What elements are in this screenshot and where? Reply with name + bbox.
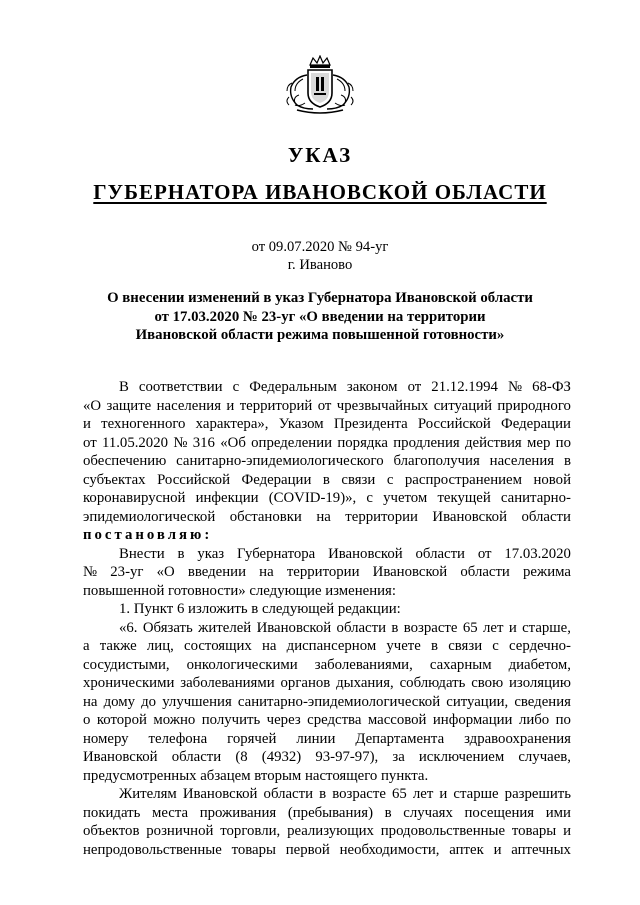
body-word: обеспечению xyxy=(83,453,167,469)
body-word: свою xyxy=(471,675,504,691)
resolution-line xyxy=(83,526,571,545)
body-word: и xyxy=(508,619,517,636)
body-word: старше xyxy=(453,786,499,802)
body-word: проживания xyxy=(199,804,277,821)
body-word: чрезвычайных xyxy=(336,397,429,414)
decree-date-number: от 09.07.2020 № 94-уг xyxy=(251,239,389,255)
body-word: от xyxy=(407,379,422,395)
body-word: товары xyxy=(511,823,557,839)
body-word: непродовольственные xyxy=(83,841,222,858)
body-word: лет xyxy=(412,786,434,802)
body-word: случаев, xyxy=(518,749,571,765)
body-word: Указом xyxy=(278,416,324,432)
resolution-colon: : xyxy=(204,527,210,543)
body-word: заболеваниями xyxy=(180,675,275,691)
body-word: с xyxy=(232,379,240,395)
body-word: области xyxy=(521,508,571,525)
body-word: (пребывания) xyxy=(287,804,374,821)
body-word: от xyxy=(477,545,492,562)
body-word: лет xyxy=(483,619,504,636)
body-word: мер xyxy=(527,434,551,451)
body-word: жителей xyxy=(198,619,252,636)
body-word: лиц, xyxy=(146,638,174,654)
body-line xyxy=(83,489,571,508)
body-line xyxy=(83,711,571,730)
body-word: диабетом, xyxy=(508,656,571,673)
body-line xyxy=(83,600,571,619)
body-word: исключением xyxy=(418,749,505,765)
body-word: и xyxy=(226,397,235,414)
body-word: товары xyxy=(231,841,276,858)
body-word: с xyxy=(366,490,373,506)
body-word: линии xyxy=(296,730,336,747)
body-word: и xyxy=(439,786,448,802)
subject-line: от 17.03.2020 № 23-уг «О введении на территории xyxy=(154,308,486,325)
body-word: 17.03.2020 xyxy=(504,545,571,562)
body-word: В xyxy=(119,379,129,395)
resolution-word: постановляю xyxy=(83,527,205,543)
body-word: в xyxy=(319,786,327,802)
body-line xyxy=(83,508,571,527)
body-word: возрасте xyxy=(332,786,386,802)
body-word: случаях xyxy=(403,804,453,821)
body-word: реализующих xyxy=(287,823,374,839)
body-word: Ивановской xyxy=(83,749,158,765)
body-word: режима xyxy=(523,564,571,580)
body-word: Российской xyxy=(417,416,491,432)
body-word: текущей xyxy=(437,490,491,506)
body-word: информации xyxy=(432,712,513,728)
body-text xyxy=(83,730,571,749)
body-line xyxy=(83,378,571,397)
body-word: за xyxy=(392,749,405,765)
body-text xyxy=(83,637,571,656)
body-word: также xyxy=(99,638,137,654)
body-line xyxy=(83,582,571,601)
body-word: соблюдать xyxy=(399,675,466,691)
body-line xyxy=(83,619,571,638)
body-word: 65 xyxy=(462,619,478,636)
body-word: и xyxy=(493,841,502,858)
body-word: Ивановской xyxy=(182,786,258,802)
body-word: в xyxy=(391,619,399,636)
body-word: природного xyxy=(497,397,571,414)
body-line xyxy=(83,730,571,749)
body-line xyxy=(83,674,571,693)
body-text xyxy=(83,748,571,767)
body-word: в xyxy=(384,804,392,821)
body-word: 21.12.1994 xyxy=(431,379,498,395)
body-word: хроническими xyxy=(83,675,175,691)
body-word: ситуации, xyxy=(446,693,509,710)
body-word: коронавирусной xyxy=(83,490,186,506)
body-word: (4932) xyxy=(261,749,302,765)
body-line xyxy=(83,656,571,675)
body-word: субъектах xyxy=(83,471,146,488)
body-word: 11.05.2020 xyxy=(101,434,169,451)
body-word: дыхания, xyxy=(336,675,394,691)
body-word: территорий xyxy=(239,397,313,414)
body-word: на xyxy=(316,508,331,525)
body-word: средства xyxy=(307,712,362,728)
body-word: законом xyxy=(346,379,398,395)
subject-line: Ивановской области режима повышенной готовности» xyxy=(135,327,505,343)
body-word: обстановки xyxy=(229,508,302,525)
body-word: Департамента xyxy=(355,730,445,747)
body-word: от xyxy=(317,397,332,414)
body-word: области xyxy=(460,564,510,580)
body-word: Губернатора xyxy=(237,545,316,562)
body-word: 93-97-97), xyxy=(315,749,379,765)
body-line xyxy=(83,822,571,841)
body-text xyxy=(83,489,571,508)
body-word: здравоохранения xyxy=(464,730,571,747)
body-word: учетом xyxy=(383,490,428,506)
body-word: «Об xyxy=(220,434,246,451)
body-word: с xyxy=(492,638,499,654)
body-word: в xyxy=(322,471,330,488)
body-word: инфекции xyxy=(195,490,259,506)
body-word: связи xyxy=(341,471,376,488)
body-word: области xyxy=(263,786,314,802)
body-word: сахарным xyxy=(429,656,492,673)
body-word: 23-уг xyxy=(110,564,144,580)
body-word: торговли, xyxy=(220,823,281,839)
body-word: дому xyxy=(103,693,136,710)
body-word: (COVID-19)», xyxy=(268,490,357,506)
body-word: (8 xyxy=(235,749,248,765)
body-word: можно xyxy=(153,712,196,728)
body-word: органов xyxy=(280,675,331,691)
body-word: Ивановской xyxy=(372,564,448,580)
body-line xyxy=(83,767,571,786)
body-word: старше, xyxy=(522,619,571,636)
body-word: ситуаций xyxy=(433,397,492,414)
body-word: горячей xyxy=(227,730,277,747)
body-line xyxy=(83,637,571,656)
body-text xyxy=(83,822,571,841)
body-text xyxy=(83,563,571,582)
body-word: санитарно-эпидемиологического xyxy=(176,453,384,469)
decree-subject xyxy=(0,289,640,345)
body-text xyxy=(83,711,571,730)
body-word: возрасте xyxy=(403,619,458,636)
decree-authority: ГУБЕРНАТОРА ИВАНОВСКОЙ ОБЛАСТИ xyxy=(93,180,547,204)
body-word: продления xyxy=(393,434,460,451)
body-word: населения xyxy=(489,453,555,469)
body-word: в xyxy=(431,638,439,654)
body-word: № xyxy=(507,379,523,395)
body-text: повышенной готовности» следующие изменения: xyxy=(83,582,396,599)
body-word: порядка xyxy=(337,434,388,451)
body-word: по xyxy=(555,434,571,451)
body-word: состоящих xyxy=(184,638,252,654)
body-word: Федерации xyxy=(241,471,312,488)
body-word: первой xyxy=(285,841,330,858)
body-text xyxy=(83,656,571,675)
body-text xyxy=(83,452,571,471)
body-word: соответствии xyxy=(138,379,223,395)
body-word: посещения xyxy=(464,804,535,821)
body-word: и xyxy=(83,416,91,432)
body-text xyxy=(83,674,571,693)
body-line xyxy=(83,397,571,416)
body-word: 65 xyxy=(392,786,407,802)
body-word: «О xyxy=(83,397,102,414)
body-word: которой xyxy=(96,712,147,728)
body-word: покидать xyxy=(83,804,141,821)
body-word: на xyxy=(262,638,277,654)
body-word: территории xyxy=(345,508,418,525)
body-word: места xyxy=(151,804,189,821)
body-word: о xyxy=(83,712,91,728)
body-text xyxy=(83,397,571,416)
body-line xyxy=(83,693,571,712)
body-text xyxy=(83,693,571,712)
body-word: благополучия xyxy=(393,453,480,469)
body-word: защите xyxy=(106,397,152,414)
body-text xyxy=(119,619,571,638)
body-word: связи xyxy=(448,638,483,654)
body-line xyxy=(83,452,571,471)
body-word: определении xyxy=(251,434,333,451)
body-word: новой xyxy=(533,471,571,488)
body-line xyxy=(83,841,571,860)
body-word: области xyxy=(171,749,222,765)
body-line xyxy=(83,545,571,564)
body-word: Внести xyxy=(119,545,165,562)
body-word: от xyxy=(83,434,97,451)
body-word: Федерации xyxy=(501,416,571,432)
body-word: ими xyxy=(545,804,571,821)
body-word: распространением xyxy=(404,471,522,488)
body-word: в xyxy=(563,453,571,469)
body-line xyxy=(83,804,571,823)
body-text xyxy=(83,471,571,490)
body-word: и xyxy=(563,823,571,839)
body-word: разрешить xyxy=(504,786,571,802)
body-line xyxy=(83,415,571,434)
body-word: объектов xyxy=(83,823,140,839)
body-line xyxy=(83,471,571,490)
body-word: Ивановской xyxy=(432,508,507,525)
body-word: необходимости, xyxy=(339,841,440,858)
decree-city: г. Иваново xyxy=(287,257,353,273)
body-word: на xyxy=(83,693,98,710)
body-word: аптечных xyxy=(511,841,571,858)
body-word: техногенного xyxy=(101,416,186,432)
body-word: Федеральным xyxy=(249,379,337,395)
body-word: массовой xyxy=(367,712,427,728)
body-word: диспансерном xyxy=(286,638,377,654)
body-word: сведения xyxy=(514,693,571,710)
body-word: Обязать xyxy=(142,619,193,636)
body-word: «6. xyxy=(119,619,138,636)
body-word: с xyxy=(386,471,394,488)
body-word: области xyxy=(415,545,465,562)
body-text xyxy=(83,804,571,823)
body-word: розничной xyxy=(146,823,214,839)
body-word: на xyxy=(259,564,274,580)
body-word: характера», xyxy=(195,416,269,432)
body-line xyxy=(83,563,571,582)
body-word: номеру xyxy=(83,730,129,747)
body-word: учете xyxy=(386,638,421,654)
decree-title: УКАЗ xyxy=(287,143,353,167)
body-word: продовольственные xyxy=(380,823,506,839)
body-word: 68-ФЗ xyxy=(532,379,571,395)
body-word: указ xyxy=(197,545,225,562)
body-text: 1. Пункт 6 изложить в следующей редакции: xyxy=(119,601,401,617)
body-word: заболеваниями, xyxy=(314,656,413,673)
body-word: изоляцию xyxy=(509,675,571,691)
body-text xyxy=(119,545,571,564)
body-line xyxy=(83,785,571,804)
body-word: «О xyxy=(156,564,175,580)
body-word: сосудистыми, xyxy=(83,656,170,673)
body-line xyxy=(83,434,571,453)
body-word: до xyxy=(141,693,157,710)
body-word: аптек xyxy=(449,841,484,858)
body-word: онкологическими xyxy=(186,656,298,673)
body-text xyxy=(119,378,571,397)
body-word: населения xyxy=(156,397,222,414)
body-word: по xyxy=(555,712,571,728)
body-text: предусмотренных абзацем вторым настоящего пункта. xyxy=(83,767,429,784)
body-word: либо xyxy=(518,712,550,728)
body-word: Жителям xyxy=(119,786,177,802)
body-line xyxy=(83,748,571,767)
body-word: территории xyxy=(286,564,360,580)
body-word: телефона xyxy=(148,730,208,747)
body-word: № xyxy=(83,564,98,580)
body-word: Ивановской xyxy=(328,545,403,562)
subject-line: О внесении изменений в указ Губернатора Ивановской области xyxy=(107,290,533,306)
body-word: Российской xyxy=(157,471,230,488)
body-text xyxy=(83,415,571,434)
body-text xyxy=(119,785,571,804)
body-word: области xyxy=(336,619,387,636)
body-word: получить xyxy=(201,712,261,728)
body-word: санитарно-эпидемиологической xyxy=(237,693,441,710)
ivanovo-coat-of-arms-icon xyxy=(283,55,357,117)
body-word: в xyxy=(177,545,185,562)
body-word: Ивановской xyxy=(256,619,332,636)
decree-body xyxy=(83,378,571,859)
body-text xyxy=(83,841,571,860)
body-word: санитарно- xyxy=(500,490,571,506)
body-word: введении xyxy=(187,564,247,580)
body-word: действия xyxy=(464,434,522,451)
body-text xyxy=(83,508,571,527)
body-word: улучшения xyxy=(162,693,232,710)
body-word: сердечно- xyxy=(509,638,571,654)
body-word: Президента xyxy=(333,416,408,432)
body-word: эпидемиологической xyxy=(83,508,216,525)
body-word: № xyxy=(173,434,188,451)
body-word: а xyxy=(83,638,90,654)
body-text xyxy=(83,434,571,453)
body-word: через xyxy=(266,712,301,728)
body-word: 316 xyxy=(192,434,215,451)
